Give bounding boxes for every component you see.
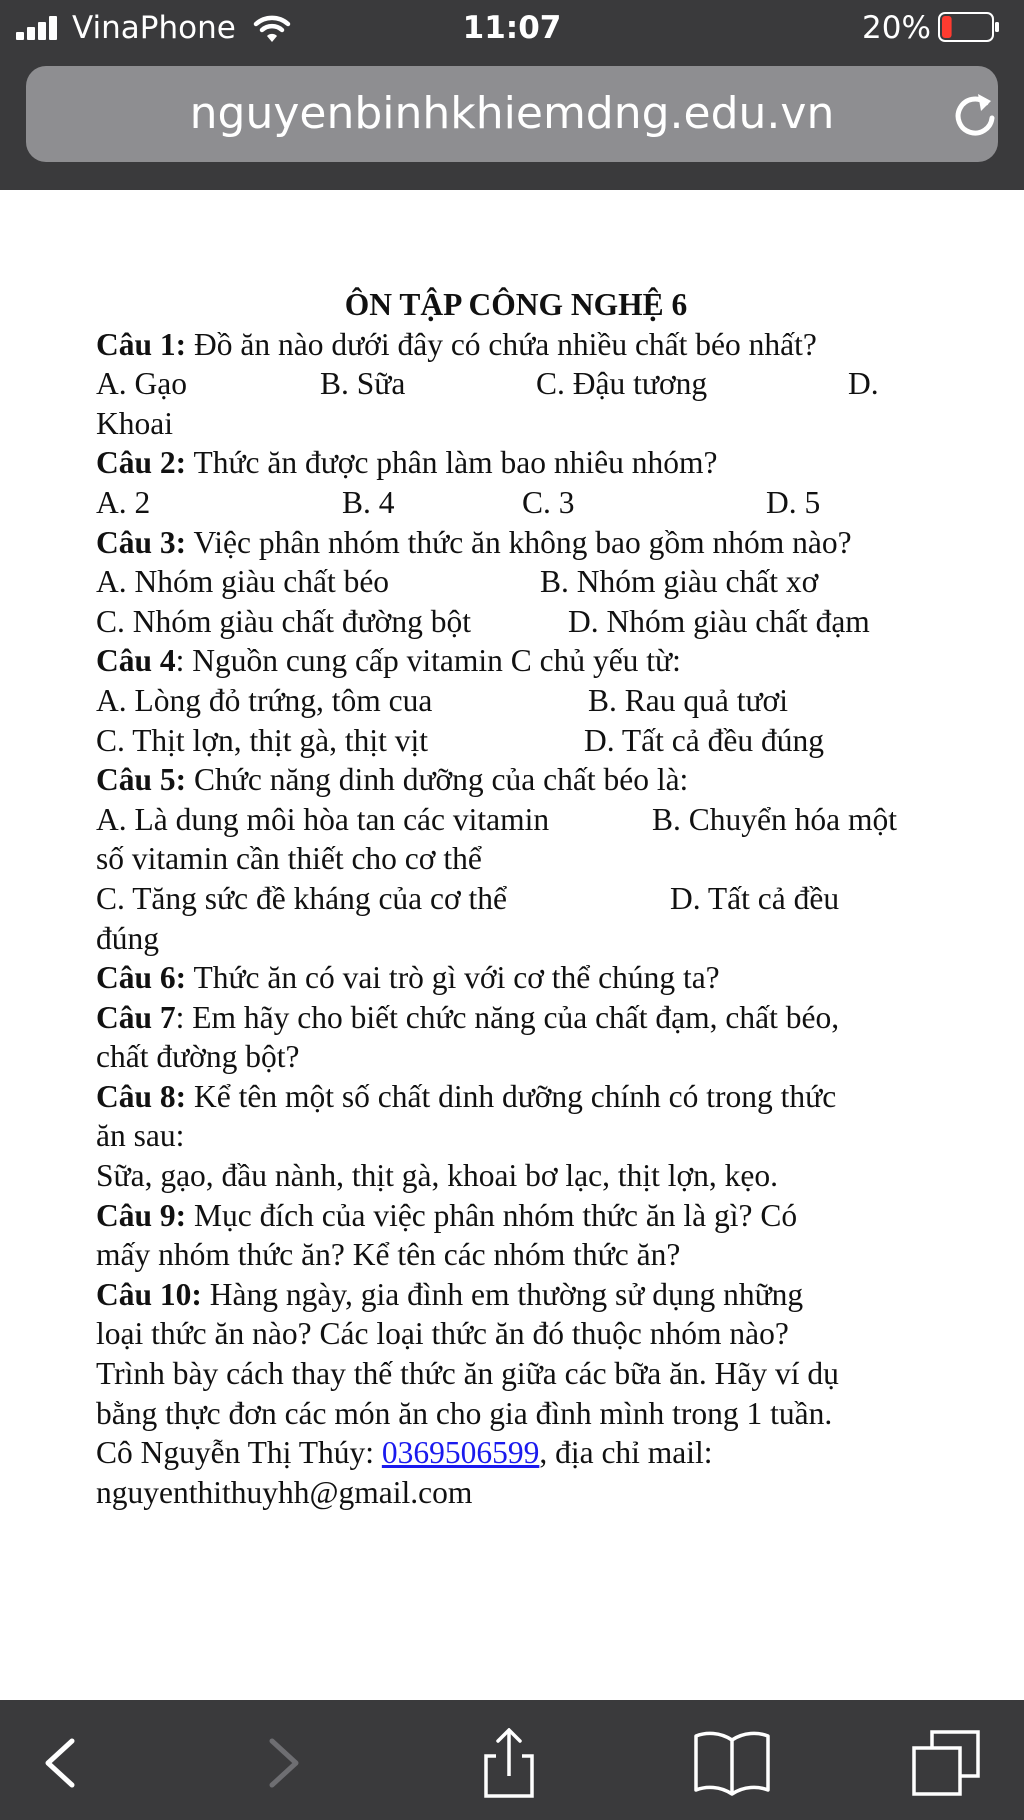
contact-prefix: Cô Nguyễn Thị Thúy: <box>96 1435 382 1471</box>
share-icon[interactable] <box>474 1728 544 1798</box>
question-text-continued: mấy nhóm thức ăn? Kể tên các nhóm thức ăn? <box>96 1237 681 1273</box>
question-label: Câu 7 <box>96 999 176 1035</box>
question-1 <box>96 325 936 365</box>
option-d-continued: đúng <box>96 920 159 956</box>
question-3 <box>96 523 936 563</box>
clock: 11:07 <box>462 10 562 46</box>
option-a: A. Gạo <box>96 366 187 402</box>
options-row <box>96 681 936 721</box>
option-b: B. 4 <box>342 484 395 520</box>
question-5 <box>96 760 936 800</box>
bookmarks-icon[interactable] <box>692 1728 772 1798</box>
food-list: Sữa, gạo, đầu nành, thịt gà, khoai bơ lạc, thịt lợn, kẹo. <box>96 1158 779 1194</box>
option-d: D. Nhóm giàu chất đạm <box>568 603 870 639</box>
question-text-continued: bằng thực đơn các món ăn cho gia đình mình trong 1 tuần. <box>96 1395 833 1431</box>
carrier-name: VinaPhone <box>72 10 236 46</box>
address-bar-area <box>0 56 1024 190</box>
option-b-continued: số vitamin cần thiết cho cơ thể <box>96 841 482 877</box>
question-8 <box>96 1077 936 1117</box>
option-d: D. Tất cả đều đúng <box>584 722 824 758</box>
option-b: B. Rau quả tươi <box>588 682 788 718</box>
option-c: C. Tăng sức đề kháng của cơ thể <box>96 880 508 916</box>
options-row <box>96 800 936 840</box>
option-d: D. <box>848 366 879 402</box>
page-title: ÔN TẬP CÔNG NGHỆ 6 <box>344 287 688 322</box>
option-b: B. Nhóm giàu chất xơ <box>540 564 819 600</box>
address-bar[interactable] <box>26 66 998 162</box>
battery-percent: 20% <box>862 10 931 46</box>
contact-suffix: , địa chỉ mail: <box>539 1435 713 1471</box>
status-bar <box>0 0 1024 56</box>
question-text: Đồ ăn nào dưới đây có chứa nhiều chất béo nhất? <box>186 326 817 362</box>
back-icon[interactable] <box>26 1728 96 1798</box>
question-text-continued: chất đường bột? <box>96 1039 300 1075</box>
question-text: Thức ăn được phân làm bao nhiêu nhóm? <box>186 445 718 481</box>
option-c: C. 3 <box>522 484 575 520</box>
question-text-continued: Trình bày cách thay thế thức ăn giữa các bữa ăn. Hãy ví dụ <box>96 1356 839 1392</box>
battery-icon <box>938 12 1000 42</box>
question-label: Câu 8: <box>96 1078 187 1114</box>
battery-fill <box>942 16 952 38</box>
options-row <box>96 483 936 523</box>
question-text: Chức năng dinh dưỡng của chất béo là: <box>186 762 689 798</box>
question-text: : Nguồn cung cấp vitamin C chủ yếu từ: <box>175 643 681 679</box>
url-text[interactable]: nguyenbinhkhiemdng.edu.vn <box>189 88 835 139</box>
option-d: D. Tất cả đều <box>670 880 840 916</box>
question-label: Câu 2: <box>96 445 187 481</box>
option-b: B. Sữa <box>320 366 406 402</box>
tabs-icon[interactable] <box>912 1728 982 1798</box>
option-c: C. Thịt lợn, thịt gà, thịt vịt <box>96 722 428 758</box>
question-text-continued: loại thức ăn nào? Các loại thức ăn đó thuộc nhóm nào? <box>96 1316 789 1352</box>
question-text: Mục đích của việc phân nhóm thức ăn là gì? Có <box>186 1197 798 1233</box>
phone-link[interactable]: 0369506599 <box>381 1435 540 1471</box>
question-10 <box>96 1275 936 1315</box>
contact-email: nguyenthithuyhh@gmail.com <box>96 1474 473 1510</box>
question-9 <box>96 1196 936 1236</box>
question-label: Câu 5: <box>96 762 187 798</box>
option-c: C. Nhóm giàu chất đường bột <box>96 603 471 639</box>
question-4 <box>96 641 936 681</box>
question-label: Câu 9: <box>96 1197 187 1233</box>
question-text: Thức ăn có vai trò gì với cơ thể chúng ta? <box>186 960 720 996</box>
reload-icon[interactable] <box>948 88 1004 144</box>
option-d: D. 5 <box>766 484 821 520</box>
question-text: Kể tên một số chất dinh dưỡng chính có trong thức <box>186 1078 837 1114</box>
contact-line <box>96 1433 936 1473</box>
options-row <box>96 879 936 919</box>
question-label: Câu 4 <box>96 643 176 679</box>
document-body <box>96 285 936 1512</box>
option-d-continued: Khoai <box>96 405 173 441</box>
question-6 <box>96 958 936 998</box>
question-text-continued: ăn sau: <box>96 1118 185 1154</box>
option-a: A. Là dung môi hòa tan các vitamin <box>96 801 550 837</box>
forward-icon[interactable] <box>248 1728 318 1798</box>
option-b: B. Chuyển hóa một <box>652 801 897 837</box>
options-row <box>96 364 936 404</box>
question-text: Hàng ngày, gia đình em thường sử dụng những <box>201 1276 804 1312</box>
question-label: Câu 3: <box>96 524 187 560</box>
browser-toolbar <box>0 1700 1024 1820</box>
question-label: Câu 1: <box>96 326 187 362</box>
option-a: A. Lòng đỏ trứng, tôm cua <box>96 682 433 718</box>
question-text: : Em hãy cho biết chức năng của chất đạm, chất béo, <box>175 999 840 1035</box>
option-a: A. 2 <box>96 484 151 520</box>
question-label: Câu 6: <box>96 960 187 996</box>
option-c: C. Đậu tương <box>536 366 708 402</box>
options-row <box>96 602 936 642</box>
question-7 <box>96 998 936 1038</box>
question-text: Việc phân nhóm thức ăn không bao gồm nhóm nào? <box>186 524 852 560</box>
question-2 <box>96 443 936 483</box>
question-label: Câu 10: <box>96 1276 202 1312</box>
option-a: A. Nhóm giàu chất béo <box>96 564 390 600</box>
options-row <box>96 562 936 602</box>
options-row <box>96 721 936 761</box>
